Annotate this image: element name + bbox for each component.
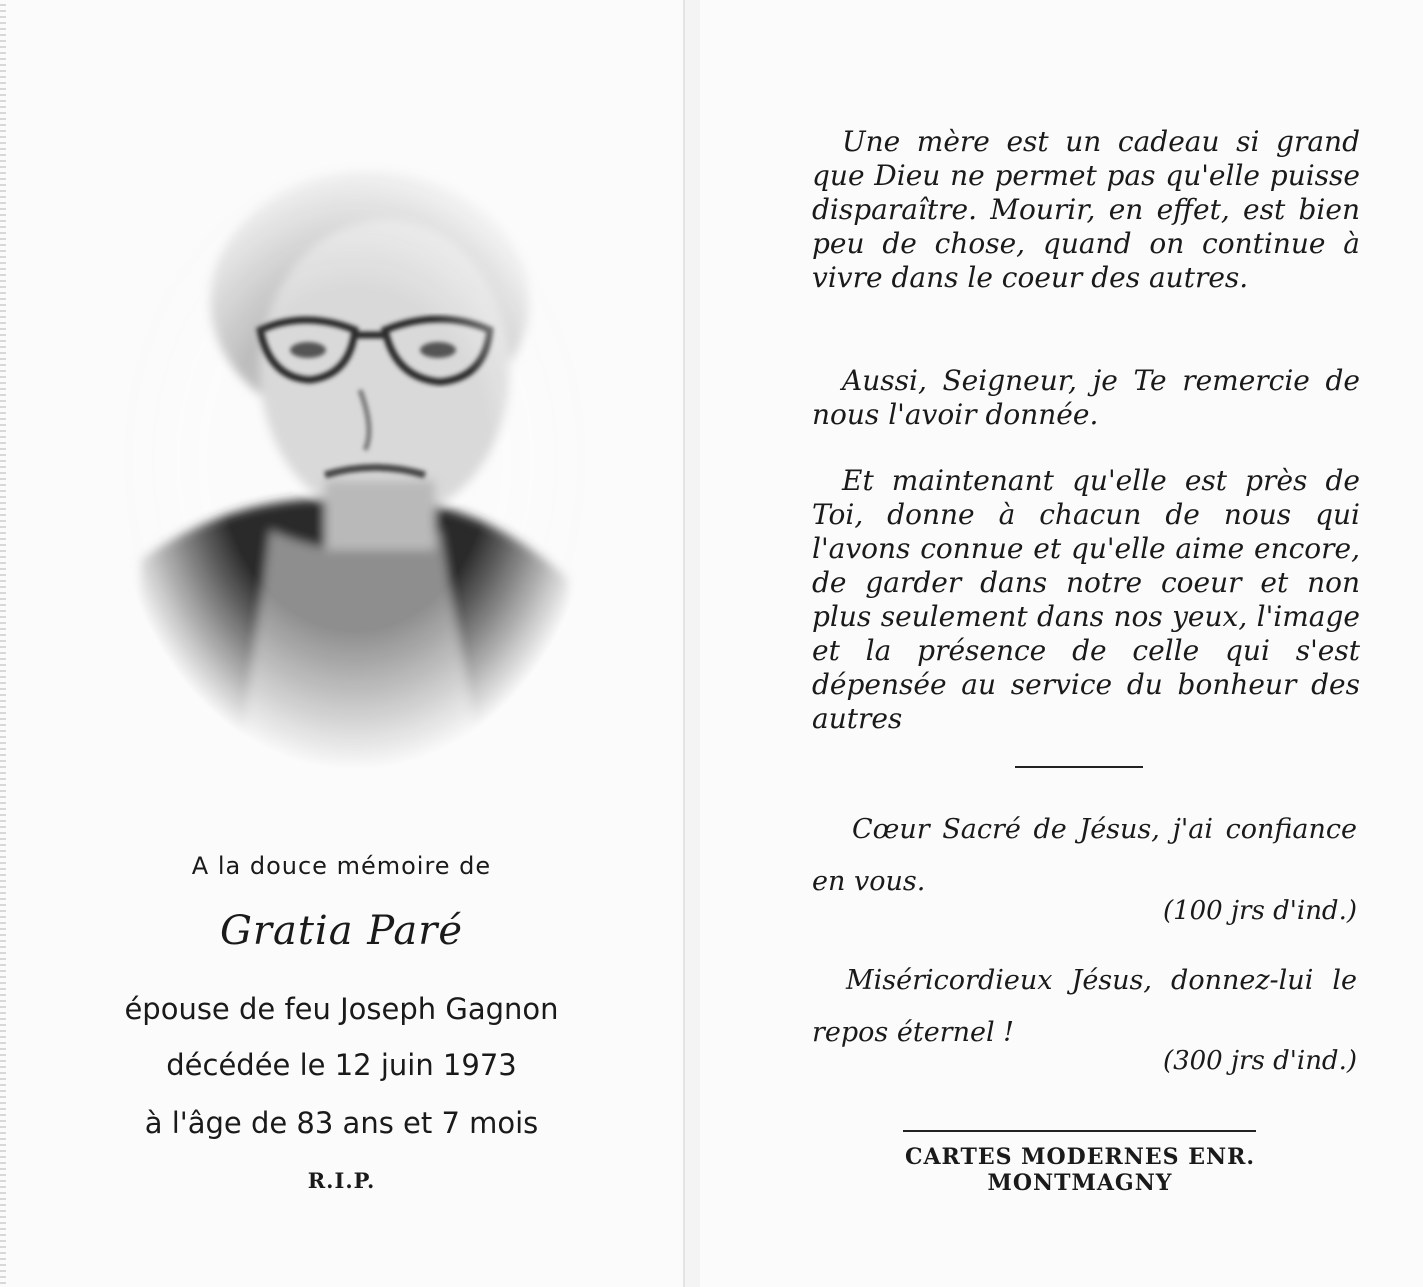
memorial-card-front — [0, 0, 685, 1287]
spouse-line: épouse de feu Joseph Gagnon — [124, 992, 559, 1026]
death-date: décédée le 12 juin 1973 — [166, 1048, 517, 1082]
divider-long — [903, 1130, 1256, 1132]
perforated-edge — [0, 0, 6, 1287]
printer-name: CARTES MODERNES ENR. — [904, 1144, 1256, 1170]
prayer-paragraph-2: Aussi, Seigneur, je Te remercie de nous l'avoir donnée. — [812, 364, 1360, 431]
prayer-paragraph-3: Et maintenant qu'elle est près de Toi, donne à chacun de nous qui l'avons connue et qu'elle aime encore, de garder dans notre coeur et non plus seulement dans nos yeux, l'image et la présence de celle qui s'est dépensée au service du bonheur des autres — [812, 464, 1360, 735]
prayer-paragraph-1: Une mère est un cadeau si grand que Dieu ne permet pas qu'elle puisse disparaître. Mourir, en effet, est bien peu de chose, quand on continue à vivre dans le coeur des autres. — [812, 125, 1360, 294]
indulgence-100: (100 jrs d'ind.) — [1162, 896, 1357, 926]
deceased-name: Gratia Paré — [219, 908, 464, 954]
invocation-sacred-heart: Cœur Sacré de Jésus, j'ai confiance en vous. — [812, 814, 1357, 897]
memorial-heading: A la douce mémoire de — [191, 852, 492, 880]
portrait-photo — [120, 150, 590, 770]
printer-city: MONTMAGNY — [987, 1170, 1173, 1196]
age-at-death: à l'âge de 83 ans et 7 mois — [144, 1106, 539, 1140]
divider-short — [1015, 766, 1143, 768]
rip-text: R.I.P. — [307, 1168, 376, 1193]
indulgence-300: (300 jrs d'ind.) — [1162, 1046, 1357, 1076]
invocation-merciful-jesus: Miséricordieux Jésus, donnez-lui le repos éternel ! — [812, 965, 1357, 1048]
